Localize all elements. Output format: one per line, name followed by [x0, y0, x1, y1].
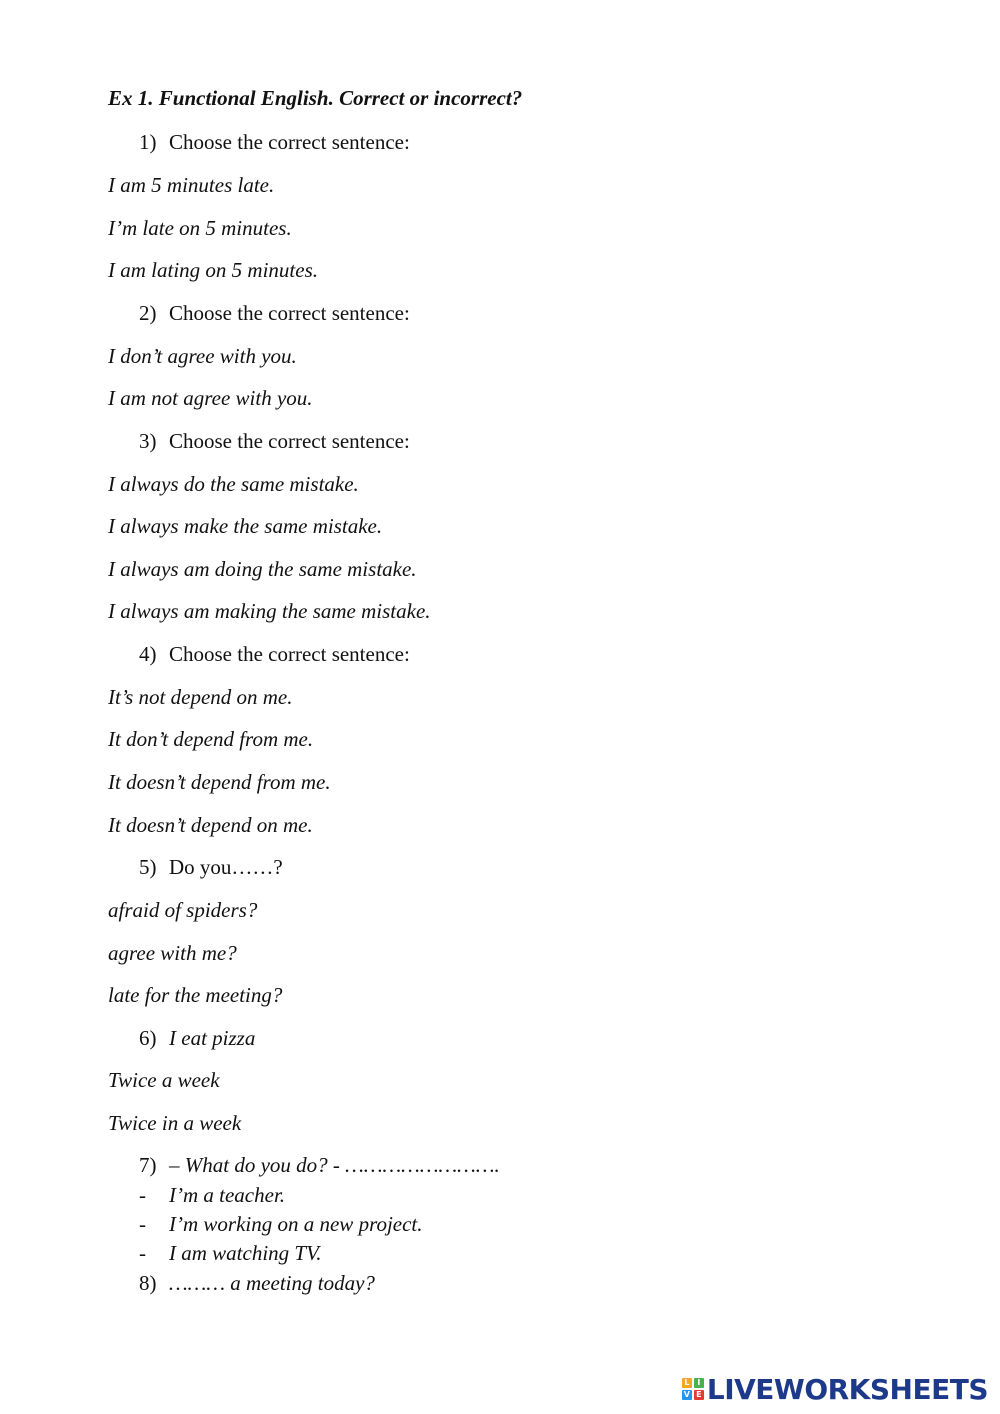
- liveworksheets-logo: [682, 1374, 988, 1404]
- option-q1-a[interactable]: I am 5 minutes late.: [108, 173, 275, 197]
- question-text: Choose the correct sentence:: [169, 429, 410, 453]
- question-8: [139, 1271, 375, 1296]
- question-6: [139, 1026, 255, 1051]
- option-text: I am watching TV.: [169, 1241, 322, 1265]
- option-q4-d[interactable]: It doesn’t depend on me.: [108, 813, 313, 837]
- question-text: ……… a meeting today?: [169, 1271, 375, 1295]
- option-q5-c[interactable]: late for the meeting?: [108, 983, 283, 1007]
- dash-marker: -: [139, 1212, 146, 1236]
- question-4: [139, 642, 410, 667]
- option-q3-d[interactable]: I always am making the same mistake.: [108, 599, 431, 623]
- liveworksheets-logo-icon: [682, 1378, 704, 1400]
- question-text: Do you……?: [169, 855, 283, 879]
- dash-marker: -: [139, 1183, 146, 1207]
- option-q1-b[interactable]: I’m late on 5 minutes.: [108, 216, 292, 240]
- question-number: 2): [139, 301, 157, 325]
- question-number: 3): [139, 429, 157, 453]
- dash-marker: -: [139, 1241, 146, 1265]
- question-number: 7): [139, 1153, 157, 1177]
- question-number: 6): [139, 1026, 157, 1050]
- option-q4-a[interactable]: It’s not depend on me.: [108, 685, 293, 709]
- question-text: Choose the correct sentence:: [169, 301, 410, 325]
- option-q3-a[interactable]: I always do the same mistake.: [108, 472, 359, 496]
- option-text: I’m a teacher.: [169, 1183, 286, 1207]
- option-q7-a[interactable]: [139, 1183, 285, 1208]
- logo-wordmark: LIVEWORKSHEETS: [706, 1372, 988, 1406]
- option-q2-b[interactable]: I am not agree with you.: [108, 386, 313, 410]
- logo-letter-v: V: [683, 1390, 690, 1399]
- question-text: – What do you do? - …………………….: [169, 1153, 500, 1177]
- option-q5-a[interactable]: afraid of spiders?: [108, 898, 258, 922]
- option-q1-c[interactable]: I am lating on 5 minutes.: [108, 258, 318, 282]
- option-text: I’m working on a new project.: [169, 1212, 423, 1236]
- question-text: Choose the correct sentence:: [169, 130, 410, 154]
- option-q2-a[interactable]: I don’t agree with you.: [108, 344, 297, 368]
- option-q6-b[interactable]: Twice in a week: [108, 1111, 242, 1135]
- question-text: I eat pizza: [169, 1026, 256, 1050]
- option-q7-c[interactable]: [139, 1241, 321, 1266]
- logo-letter-l: L: [682, 1378, 692, 1388]
- option-q5-b[interactable]: agree with me?: [108, 941, 237, 965]
- question-1: [139, 130, 410, 155]
- question-3: [139, 429, 410, 454]
- logo-letter-i: I: [694, 1378, 704, 1388]
- question-number: 8): [139, 1271, 157, 1295]
- option-q4-c[interactable]: It doesn’t depend from me.: [108, 770, 331, 794]
- option-q3-b[interactable]: I always make the same mistake.: [108, 514, 383, 538]
- question-text: Choose the correct sentence:: [169, 642, 410, 666]
- logo-letter-e: E: [694, 1390, 704, 1400]
- question-2: [139, 301, 410, 326]
- question-number: 4): [139, 642, 157, 666]
- option-q4-b[interactable]: It don’t depend from me.: [108, 727, 314, 751]
- option-q3-c[interactable]: I always am doing the same mistake.: [108, 557, 417, 581]
- option-q6-a[interactable]: Twice a week: [108, 1068, 220, 1092]
- question-7: [139, 1153, 500, 1178]
- question-number: 1): [139, 130, 157, 154]
- question-number: 5): [139, 855, 157, 879]
- exercise-title: Ex 1. Functional English. Correct or incorrect?: [108, 86, 523, 110]
- question-5: [139, 855, 283, 880]
- option-q7-b[interactable]: [139, 1212, 423, 1237]
